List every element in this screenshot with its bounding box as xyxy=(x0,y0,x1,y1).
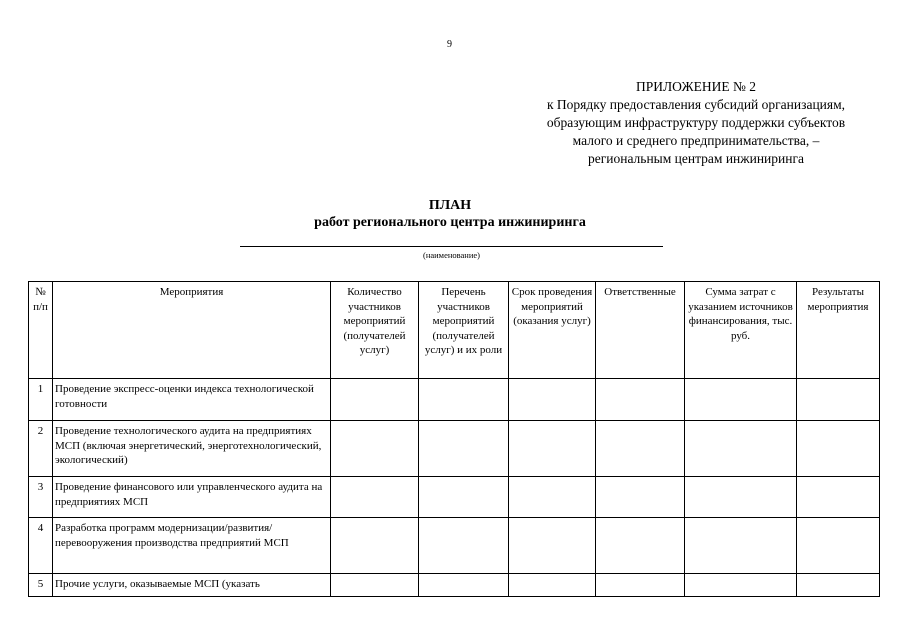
empty-cell[interactable] xyxy=(419,421,509,477)
table-row xyxy=(29,477,880,518)
empty-cell[interactable] xyxy=(419,379,509,421)
name-caption: (наименование) xyxy=(422,250,481,260)
empty-cell[interactable] xyxy=(596,574,685,597)
empty-cell[interactable] xyxy=(685,379,797,421)
plan-table xyxy=(28,281,880,597)
header-cell-number: № п/п xyxy=(29,282,53,379)
header-cell-cost: Сумма затрат с указанием источников финансирования, тыс. руб. xyxy=(685,282,797,379)
empty-cell[interactable] xyxy=(797,477,880,518)
table-header-row xyxy=(29,282,880,379)
plan-subtitle: работ регионального центра инжиниринга xyxy=(314,215,586,230)
row-number: 5 xyxy=(29,574,53,597)
empty-cell[interactable] xyxy=(685,421,797,477)
appendix-line: образующим инфраструктуру поддержки субъектов xyxy=(546,115,846,130)
empty-cell[interactable] xyxy=(596,379,685,421)
empty-cell[interactable] xyxy=(419,477,509,518)
header-cell-results: Результаты мероприятия xyxy=(797,282,880,379)
table-row xyxy=(29,518,880,574)
empty-cell[interactable] xyxy=(596,421,685,477)
appendix-block xyxy=(520,78,872,168)
page-number: 9 xyxy=(447,39,452,50)
table-row xyxy=(29,379,880,421)
empty-cell[interactable] xyxy=(596,477,685,518)
row-event: Прочие услуги, оказываемые МСП (указать xyxy=(53,574,331,597)
empty-cell[interactable] xyxy=(331,477,419,518)
row-number: 1 xyxy=(29,379,53,421)
row-event: Проведение финансового или управленческого аудита на предприятиях МСП xyxy=(53,477,331,518)
empty-cell[interactable] xyxy=(509,518,596,574)
empty-cell[interactable] xyxy=(797,379,880,421)
empty-cell[interactable] xyxy=(331,379,419,421)
header-cell-participant-list: Перечень участников мероприятий (получателей услуг) и их роли xyxy=(419,282,509,379)
empty-cell[interactable] xyxy=(509,574,596,597)
appendix-line: региональным центрам инжиниринга xyxy=(587,151,805,166)
row-event: Проведение экспресс-оценки индекса технологической готовности xyxy=(53,379,331,421)
row-number: 3 xyxy=(29,477,53,518)
empty-cell[interactable] xyxy=(797,574,880,597)
empty-cell[interactable] xyxy=(419,574,509,597)
row-number: 4 xyxy=(29,518,53,574)
empty-cell[interactable] xyxy=(685,574,797,597)
plan-heading xyxy=(230,197,670,231)
empty-cell[interactable] xyxy=(509,379,596,421)
header-cell-event: Мероприятия xyxy=(53,282,331,379)
table-row xyxy=(29,574,880,597)
empty-cell[interactable] xyxy=(596,518,685,574)
empty-cell[interactable] xyxy=(797,518,880,574)
empty-cell[interactable] xyxy=(509,477,596,518)
empty-cell[interactable] xyxy=(331,421,419,477)
empty-cell[interactable] xyxy=(509,421,596,477)
empty-cell[interactable] xyxy=(331,574,419,597)
row-event: Разработка программ модернизации/развития/перевооружения производства предприятий МСП xyxy=(53,518,331,574)
empty-cell[interactable] xyxy=(797,421,880,477)
row-event: Проведение технологического аудита на предприятиях МСП (включая энергетический, энерготехнологический, экологический) xyxy=(53,421,331,477)
table-row xyxy=(29,421,880,477)
plan-title: ПЛАН xyxy=(428,198,472,213)
empty-cell[interactable] xyxy=(685,518,797,574)
appendix-line: малого и среднего предпринимательства, – xyxy=(572,133,820,148)
name-underline xyxy=(240,246,663,247)
empty-cell[interactable] xyxy=(419,518,509,574)
appendix-line: к Порядку предоставления субсидий организациям, xyxy=(546,97,846,112)
empty-cell[interactable] xyxy=(331,518,419,574)
empty-cell[interactable] xyxy=(685,477,797,518)
header-cell-participant-count: Количество участников мероприятий (получателей услуг) xyxy=(331,282,419,379)
header-cell-responsible: Ответственные xyxy=(596,282,685,379)
row-number: 2 xyxy=(29,421,53,477)
appendix-title: ПРИЛОЖЕНИЕ № 2 xyxy=(635,79,757,94)
header-cell-term: Срок проведения мероприятий (оказания услуг) xyxy=(509,282,596,379)
